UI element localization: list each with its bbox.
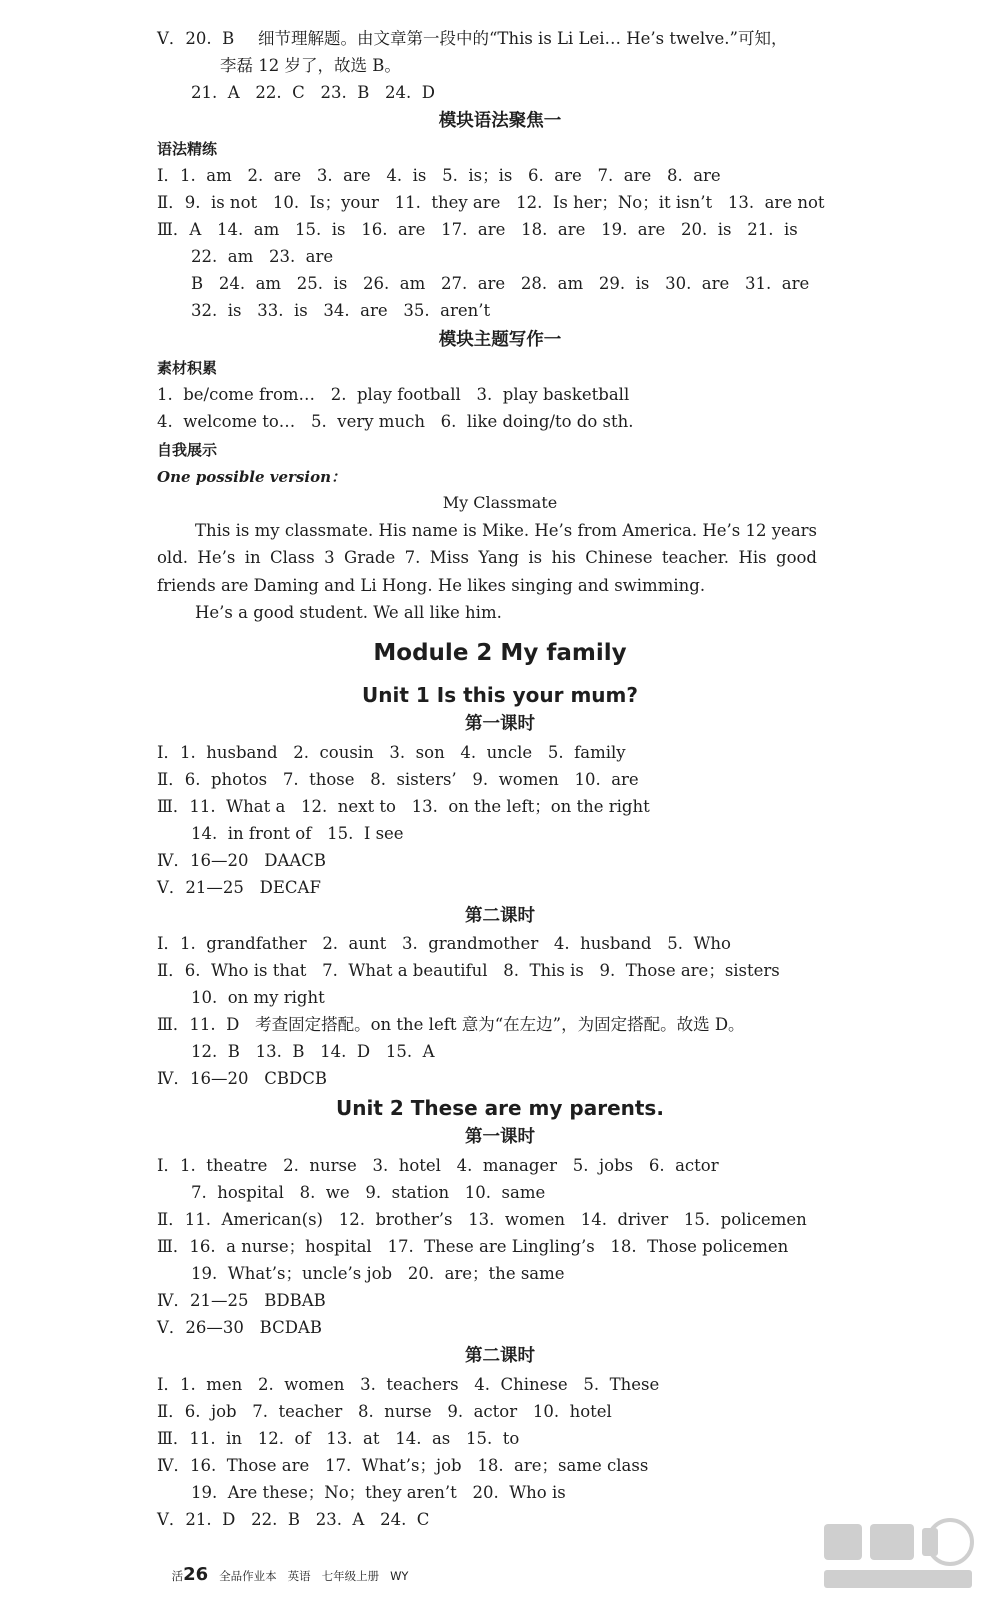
answer-explanation: 细节理解题。由文章第一段中的“This is Li Lei… He’s twelve.”可知， xyxy=(258,29,788,48)
answer-line xyxy=(0,53,1000,79)
subsection-heading: 素材积累 xyxy=(157,359,218,377)
answer-text: Ⅴ．26—30 BCDAB xyxy=(157,1318,322,1337)
answer-text: Ⅰ．1. am 2. are 3. are 4. is 5. is；is 6. are 7. are 8. are xyxy=(157,166,721,185)
period-heading: 第一课时 xyxy=(465,1127,535,1147)
answer-line xyxy=(0,1153,1000,1179)
page-prefix: 活 xyxy=(171,1569,184,1583)
edition: WY xyxy=(390,1569,409,1583)
answer-line xyxy=(0,1039,1000,1065)
answer-text: 10. on my right xyxy=(191,988,325,1007)
answer-line xyxy=(0,1288,1000,1314)
unit-title: Unit 2 These are my parents. xyxy=(336,1096,664,1120)
answer-text: Ⅲ．11. D 考查固定搭配。on the left 意为“在左边”，为固定搭配。故选 D。 xyxy=(157,1015,745,1034)
essay-title: My Classmate xyxy=(442,493,558,512)
answer-line xyxy=(0,794,1000,820)
answer-text: Ⅳ．16—20 CBDCB xyxy=(157,1069,327,1088)
version-label: One possible version： xyxy=(157,468,346,486)
answer-line xyxy=(0,1066,1000,1092)
answer-line xyxy=(0,1012,1000,1038)
answer-line xyxy=(0,848,1000,874)
answer-line xyxy=(0,409,1000,435)
answer-line xyxy=(0,767,1000,793)
period-heading: 第二课时 xyxy=(465,906,535,926)
answer-text: Ⅴ．21—25 DECAF xyxy=(157,878,321,897)
answer-text: B 24. am 25. is 26. am 27. are 28. am 29. is 30. are 31. are xyxy=(191,274,810,293)
subsection-heading: 自我展示 xyxy=(157,441,218,459)
book-title: 全品作业本 xyxy=(219,1569,277,1583)
answer-text: Ⅰ．1. men 2. women 3. teachers 4. Chinese 5. These xyxy=(157,1375,660,1394)
grade: 七年级上册 xyxy=(321,1569,380,1583)
answer-line xyxy=(0,163,1000,189)
answer-text: 1. be/come from… 2. play football 3. play basketball xyxy=(157,385,630,404)
answer-text: Ⅰ．1. grandfather 2. aunt 3. grandmother 4. husband 5. Who xyxy=(157,934,731,953)
answer-text: Ⅲ．16. a nurse；hospital 17. These are Lingling’s 18. Those policemen xyxy=(157,1237,789,1256)
answer-line xyxy=(0,190,1000,216)
subject: 英语 xyxy=(287,1569,311,1583)
answer-text: Ⅱ．11. American(s) 12. brother’s 13. women 14. driver 15. policemen xyxy=(157,1210,807,1229)
answer-text: 19. Are these；No；they aren’t 20. Who is xyxy=(191,1483,566,1502)
answer-line xyxy=(0,875,1000,901)
answer-line xyxy=(0,26,1000,52)
answer-text: 7. hospital 8. we 9. station 10. same xyxy=(191,1183,546,1202)
answer-line xyxy=(0,1453,1000,1479)
answer-text: 19. What’s；uncle’s job 20. are；the same xyxy=(191,1264,565,1283)
answer-line xyxy=(0,1180,1000,1206)
answer-line xyxy=(0,271,1000,297)
answer-line xyxy=(0,821,1000,847)
answer-line xyxy=(0,931,1000,957)
answer-line xyxy=(0,1261,1000,1287)
section-heading: 模块语法聚焦一 xyxy=(438,111,562,131)
answer-text: 21. A 22. C 23. B 24. D xyxy=(191,83,436,102)
answer-line xyxy=(0,1234,1000,1260)
answer-text: 12. B 13. B 14. D 15. A xyxy=(191,1042,435,1061)
period-heading: 第一课时 xyxy=(465,714,535,734)
answer-text: Ⅰ．1. theatre 2. nurse 3. hotel 4. manager 5. jobs 6. actor xyxy=(157,1156,719,1175)
answer-text: Ⅲ．11. in 12. of 13. at 14. as 15. to xyxy=(157,1429,520,1448)
answer-text: 4. welcome to… 5. very much 6. like doing/to do sth. xyxy=(157,412,634,431)
answer-text: 22. am 23. are xyxy=(191,247,334,266)
period-heading: 第二课时 xyxy=(465,1346,535,1366)
answer-line xyxy=(0,80,1000,106)
answer-text: Ⅱ．6. job 7. teacher 8. nurse 9. actor 10. hotel xyxy=(157,1402,612,1421)
answer-text: Ⅲ．A 14. am 15. is 16. are 17. are 18. are 19. are 20. is 21. is xyxy=(157,220,798,239)
answer-line xyxy=(0,1372,1000,1398)
section-heading: 模块主题写作一 xyxy=(438,330,562,350)
answer-text: Ⅱ．9. is not 10. Is；your 11. they are 12. Is her；No；it isn’t 13. are not xyxy=(157,193,825,212)
answer-line xyxy=(0,244,1000,270)
page-footer xyxy=(157,1536,409,1585)
answer-line xyxy=(0,1480,1000,1506)
answer-text: Ⅱ．6. photos 7. those 8. sisters’ 9. women 10. are xyxy=(157,770,639,789)
essay-paragraph: This is my classmate. His name is Mike. He’s from America. He’s 12 years old. He’s in Class 3 Grade 7. Miss Yang is his Chinese teacher. His good friends are Daming and Li Hong. He likes singing and swimming. xyxy=(157,521,818,595)
answer-text: Ⅴ．21. D 22. B 23. A 24. C xyxy=(157,1510,430,1529)
answer-text: Ⅴ．20. B xyxy=(157,29,235,48)
answer-text: Ⅳ．16. Those are 17. What’s；job 18. are；same class xyxy=(157,1456,649,1475)
answer-line xyxy=(0,740,1000,766)
answer-text: 14. in front of 15. I see xyxy=(191,824,404,843)
essay-paragraph: He’s a good student. We all like him. xyxy=(195,603,502,622)
answer-line xyxy=(0,958,1000,984)
page-number: 26 xyxy=(183,1564,209,1585)
answer-line xyxy=(0,985,1000,1011)
answer-line xyxy=(0,1315,1000,1341)
unit-title: Unit 1 Is this your mum? xyxy=(362,683,638,707)
subsection-heading: 语法精练 xyxy=(157,140,218,158)
answer-line xyxy=(0,298,1000,324)
answer-text: Ⅳ．16—20 DAACB xyxy=(157,851,327,870)
answer-text: Ⅰ．1. husband 2. cousin 3. son 4. uncle 5. family xyxy=(157,743,626,762)
watermark-logo xyxy=(818,1516,978,1594)
answer-text: 32. is 33. is 34. are 35. aren’t xyxy=(191,301,491,320)
answer-line xyxy=(0,1399,1000,1425)
module-title: Module 2 My family xyxy=(373,640,627,666)
answer-text: Ⅲ．11. What a 12. next to 13. on the left；on the right xyxy=(157,797,650,816)
answer-text: Ⅱ．6. Who is that 7. What a beautiful 8. This is 9. Those are；sisters xyxy=(157,961,780,980)
answer-text: Ⅳ．21—25 BDBAB xyxy=(157,1291,326,1310)
answer-line xyxy=(0,1426,1000,1452)
answer-explanation: 李磊 12 岁了，故选 B。 xyxy=(220,56,401,75)
answer-line xyxy=(0,1207,1000,1233)
answer-line xyxy=(0,382,1000,408)
answer-line xyxy=(0,217,1000,243)
